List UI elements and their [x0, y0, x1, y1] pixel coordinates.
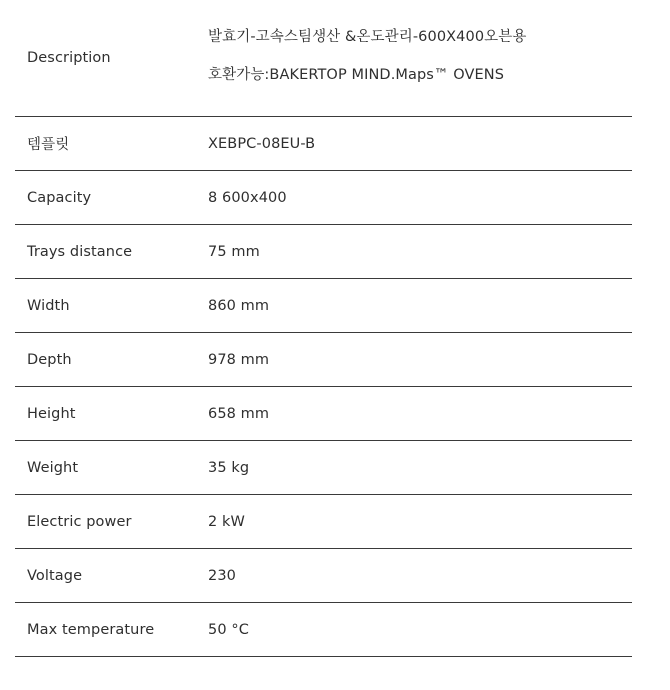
description-line-1: 발효기-고속스팀생산 &온도관리-600X400오븐용	[208, 29, 527, 45]
spec-label: Capacity	[27, 189, 92, 206]
spec-row-capacity	[15, 171, 632, 225]
spec-value: XEBPC-08EU-B	[208, 135, 316, 152]
spec-value	[208, 29, 632, 84]
spec-row-weight	[15, 441, 632, 495]
spec-label: Voltage	[27, 567, 83, 584]
spec-row-height	[15, 387, 632, 441]
spec-value: 658 mm	[208, 405, 270, 422]
spec-label: Depth	[27, 351, 72, 368]
spec-row-electric-power	[15, 495, 632, 549]
description-line-2: 호환가능:BAKERTOP MIND.Maps™ OVENS	[208, 67, 505, 83]
spec-label: Max temperature	[27, 621, 155, 638]
spec-value: 978 mm	[208, 351, 270, 368]
spec-value: 2 kW	[208, 513, 245, 530]
spec-label: Weight	[27, 459, 79, 476]
spec-label: 템플릿	[27, 137, 70, 153]
spec-row-description	[15, 0, 632, 117]
spec-row-max-temperature	[15, 603, 632, 657]
spec-table	[15, 0, 632, 657]
spec-label: Width	[27, 297, 70, 314]
spec-value: 230	[208, 567, 236, 584]
spec-value: 8 600x400	[208, 189, 287, 206]
spec-value: 75 mm	[208, 243, 260, 260]
spec-label: Height	[27, 405, 76, 422]
spec-label: Description	[27, 50, 111, 66]
spec-row-template	[15, 117, 632, 171]
spec-row-depth	[15, 333, 632, 387]
spec-value: 860 mm	[208, 297, 270, 314]
spec-row-trays-distance	[15, 225, 632, 279]
spec-value: 35 kg	[208, 459, 250, 476]
spec-label: Electric power	[27, 513, 132, 530]
description-lines	[208, 28, 632, 84]
spec-label: Trays distance	[27, 243, 133, 260]
spec-row-width	[15, 279, 632, 333]
spec-value: 50 °C	[208, 621, 249, 638]
spec-row-voltage	[15, 549, 632, 603]
